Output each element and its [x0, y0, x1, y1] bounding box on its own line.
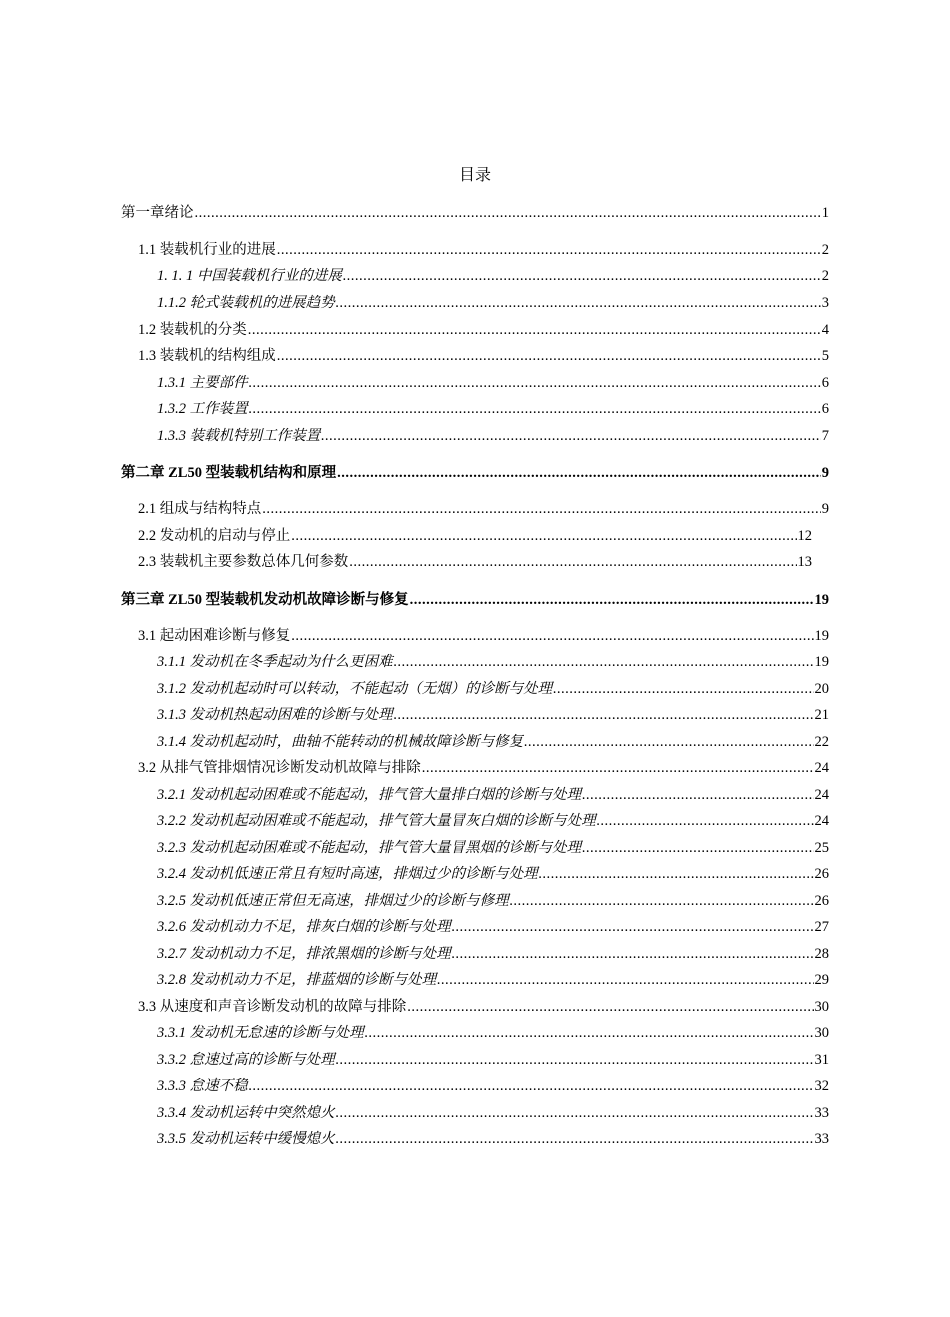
toc-entry-label: 3.2.6 发动机动力不足，排灰白烟的诊断与处理 [157, 919, 451, 935]
toc-entry-page: 31 [814, 1052, 829, 1068]
toc-entry[interactable] [121, 203, 829, 223]
toc-entry[interactable] [157, 652, 829, 672]
toc-entry[interactable] [157, 1023, 829, 1043]
toc-leader [394, 705, 814, 725]
toc-entry[interactable] [138, 240, 829, 260]
toc-leader [394, 652, 814, 672]
toc-entry-page: 30 [814, 999, 829, 1015]
toc-leader [249, 1076, 814, 1096]
toc-entry-label: 3.2.2 发动机起动困难或不能起动，排气管大量冒灰白烟的诊断与处理 [157, 813, 596, 829]
toc-entry-page: 9 [821, 501, 829, 517]
toc-entry[interactable] [157, 785, 829, 805]
toc-leader [195, 203, 821, 223]
toc-leader [582, 838, 813, 858]
toc-entry-page: 19 [814, 654, 829, 670]
toc-leader [510, 891, 814, 911]
toc-entry-page: 26 [814, 866, 829, 882]
toc-entry[interactable] [138, 320, 829, 340]
toc-leader [337, 463, 821, 483]
toc-entry[interactable] [157, 917, 829, 937]
toc-entry[interactable] [138, 499, 829, 519]
toc-entry[interactable] [157, 266, 829, 286]
toc-entry-label: 1.1.2 轮式装载机的进展趋势 [157, 295, 335, 311]
toc-entry-page: 33 [814, 1105, 829, 1121]
toc-entry-page: 4 [821, 322, 829, 338]
toc-entry-label: 3.3.5 发动机运转中缓慢熄火 [157, 1131, 335, 1147]
toc-entry[interactable] [157, 944, 829, 964]
toc-entry[interactable] [138, 526, 812, 546]
toc-entry[interactable] [157, 838, 829, 858]
toc-entry[interactable] [157, 970, 829, 990]
toc-entry-page: 19 [814, 592, 829, 608]
toc-entry-label: 1. 1. 1 中国装载机行业的进展 [157, 268, 342, 284]
toc-leader [336, 1129, 814, 1149]
toc-leader [539, 864, 814, 884]
toc-entry-label: 3.2.3 发动机起动困难或不能起动，排气管大量冒黑烟的诊断与处理 [157, 840, 582, 856]
toc-leader [452, 944, 814, 964]
toc-leader [249, 399, 821, 419]
toc-leader [437, 970, 813, 990]
toc-entry-page: 30 [814, 1025, 829, 1041]
toc-entry-page: 19 [814, 628, 829, 644]
toc-entry-label: 1.2 装载机的分类 [138, 322, 247, 338]
toc-entry-page: 3 [821, 295, 829, 311]
toc-entry-page: 28 [814, 946, 829, 962]
toc-leader [277, 346, 821, 366]
toc-entry-label: 3.2.5 发动机低速正常但无高速，排烟过少的诊断与修理 [157, 893, 509, 909]
toc-entry-label: 3.3.2 怠速过高的诊断与处理 [157, 1052, 335, 1068]
toc-entry-page: 7 [821, 428, 829, 444]
toc-leader [336, 1050, 814, 1070]
toc-leader [553, 679, 813, 699]
toc-leader [597, 811, 814, 831]
toc-leader [582, 785, 813, 805]
toc-entry[interactable] [121, 463, 829, 483]
toc-entry[interactable] [138, 552, 812, 572]
toc-leader [410, 590, 814, 610]
toc-entry-page: 5 [821, 348, 829, 364]
toc-leader [407, 997, 813, 1017]
toc-entry-page: 25 [814, 840, 829, 856]
toc-entry[interactable] [157, 705, 829, 725]
toc-entry[interactable] [138, 758, 829, 778]
toc-entry-label: 1.3 装载机的结构组成 [138, 348, 276, 364]
toc-entry[interactable] [157, 426, 829, 446]
toc-entry-label: 2.3 装载机主要参数总体几何参数 [138, 554, 349, 570]
toc-entry-page: 9 [821, 465, 829, 481]
toc-leader [248, 320, 821, 340]
toc-leader [524, 732, 813, 752]
toc-entry-label: 1.3.1 主要部件 [157, 375, 248, 391]
toc-leader [422, 758, 814, 778]
toc-entry-page: 6 [821, 401, 829, 417]
toc-entry-label: 3.2.1 发动机起动困难或不能起动，排气管大量排白烟的诊断与处理 [157, 787, 582, 803]
toc-entry-label: 3.2.7 发动机动力不足，排浓黑烟的诊断与处理 [157, 946, 451, 962]
toc-entry[interactable] [157, 293, 829, 313]
toc-entry-label: 第三章 ZL50 型装载机发动机故障诊断与修复 [121, 592, 409, 608]
toc-entry-label: 1.3.2 工作装置 [157, 401, 248, 417]
toc-entry-label: 3.2.4 发动机低速正常且有短时高速，排烟过少的诊断与处理 [157, 866, 538, 882]
toc-entry-label: 3.1.3 发动机热起动困难的诊断与处理 [157, 707, 393, 723]
toc-entry-page: 24 [814, 760, 829, 776]
toc-entry-page: 2 [821, 242, 829, 258]
toc-entry[interactable] [157, 1129, 829, 1149]
toc-entry-label: 3.1 起动困难诊断与修复 [138, 628, 291, 644]
toc-entry[interactable] [138, 346, 829, 366]
toc-entry-page: 20 [814, 681, 829, 697]
toc-entry[interactable] [138, 997, 829, 1017]
toc-entry-page: 6 [821, 375, 829, 391]
toc-entry[interactable] [157, 679, 829, 699]
toc-leader [277, 240, 821, 260]
toc-entry-page: 22 [814, 734, 829, 750]
toc-entry-page: 24 [814, 787, 829, 803]
toc-entry[interactable] [157, 864, 829, 884]
toc-entry[interactable] [157, 732, 829, 752]
toc-entry[interactable] [121, 590, 829, 610]
toc-leader [336, 1103, 814, 1123]
toc-entry-page: 32 [814, 1078, 829, 1094]
toc-leader [249, 373, 821, 393]
toc-entry-label: 第二章 ZL50 型装载机结构和原理 [121, 465, 337, 481]
toc-entry[interactable] [157, 399, 829, 419]
toc-entry-page: 2 [821, 268, 829, 284]
toc-entry-page: 27 [814, 919, 829, 935]
toc-entry-page: 21 [814, 707, 829, 723]
toc-leader [365, 1023, 814, 1043]
toc-leader [291, 526, 796, 546]
toc-entry[interactable] [157, 1103, 829, 1123]
toc-entry[interactable] [157, 891, 829, 911]
toc-leader [336, 293, 821, 313]
toc-leader [262, 499, 821, 519]
toc-entry[interactable] [157, 373, 829, 393]
toc-entry[interactable] [157, 1076, 829, 1096]
toc-entry-label: 3.3 从速度和声音诊断发动机的故障与排除 [138, 999, 407, 1015]
toc-entry[interactable] [157, 1050, 829, 1070]
toc-entry-label: 1.1 装载机行业的进展 [138, 242, 276, 258]
toc-leader [321, 426, 821, 446]
toc-entry[interactable] [138, 626, 829, 646]
toc-leader [343, 266, 821, 286]
toc-entry-page: 1 [821, 205, 829, 221]
toc-entry-label: 3.1.2 发动机起动时可以转动，不能起动（无烟）的诊断与处理 [157, 681, 553, 697]
toc-entry-label: 3.3.3 怠速不稳 [157, 1078, 248, 1094]
toc-entry-label: 2.2 发动机的启动与停止 [138, 528, 291, 544]
toc-leader [452, 917, 814, 937]
toc-entry-label: 第一章绪论 [121, 205, 194, 221]
toc-entry-label: 3.2.8 发动机动力不足，排蓝烟的诊断与处理 [157, 972, 437, 988]
toc-entry-page: 24 [814, 813, 829, 829]
toc-entry-label: 3.1.4 发动机起动时，曲轴不能转动的机械故障诊断与修复 [157, 734, 524, 750]
toc-entry-label: 1.3.3 装载机特别工作装置 [157, 428, 321, 444]
toc-entry-page: 29 [814, 972, 829, 988]
toc-entry-label: 3.1.1 发动机在冬季起动为什么更困难 [157, 654, 393, 670]
toc-entry-label: 3.2 从排气管排烟情况诊断发动机故障与排除 [138, 760, 421, 776]
toc-leader [349, 552, 796, 572]
toc-entry-label: 3.3.4 发动机运转中突然熄火 [157, 1105, 335, 1121]
toc-leader [291, 626, 813, 646]
toc-entry-page: 33 [814, 1131, 829, 1147]
toc-title: 目录 [458, 167, 491, 184]
toc-entry-label: 3.3.1 发动机无怠速的诊断与处理 [157, 1025, 364, 1041]
toc-entry-label: 2.1 组成与结构特点 [138, 501, 262, 517]
toc-entry-page: 13 [797, 554, 812, 570]
toc-entry[interactable] [157, 811, 829, 831]
toc-entry-page: 12 [797, 528, 812, 544]
toc-entry-page: 26 [814, 893, 829, 909]
